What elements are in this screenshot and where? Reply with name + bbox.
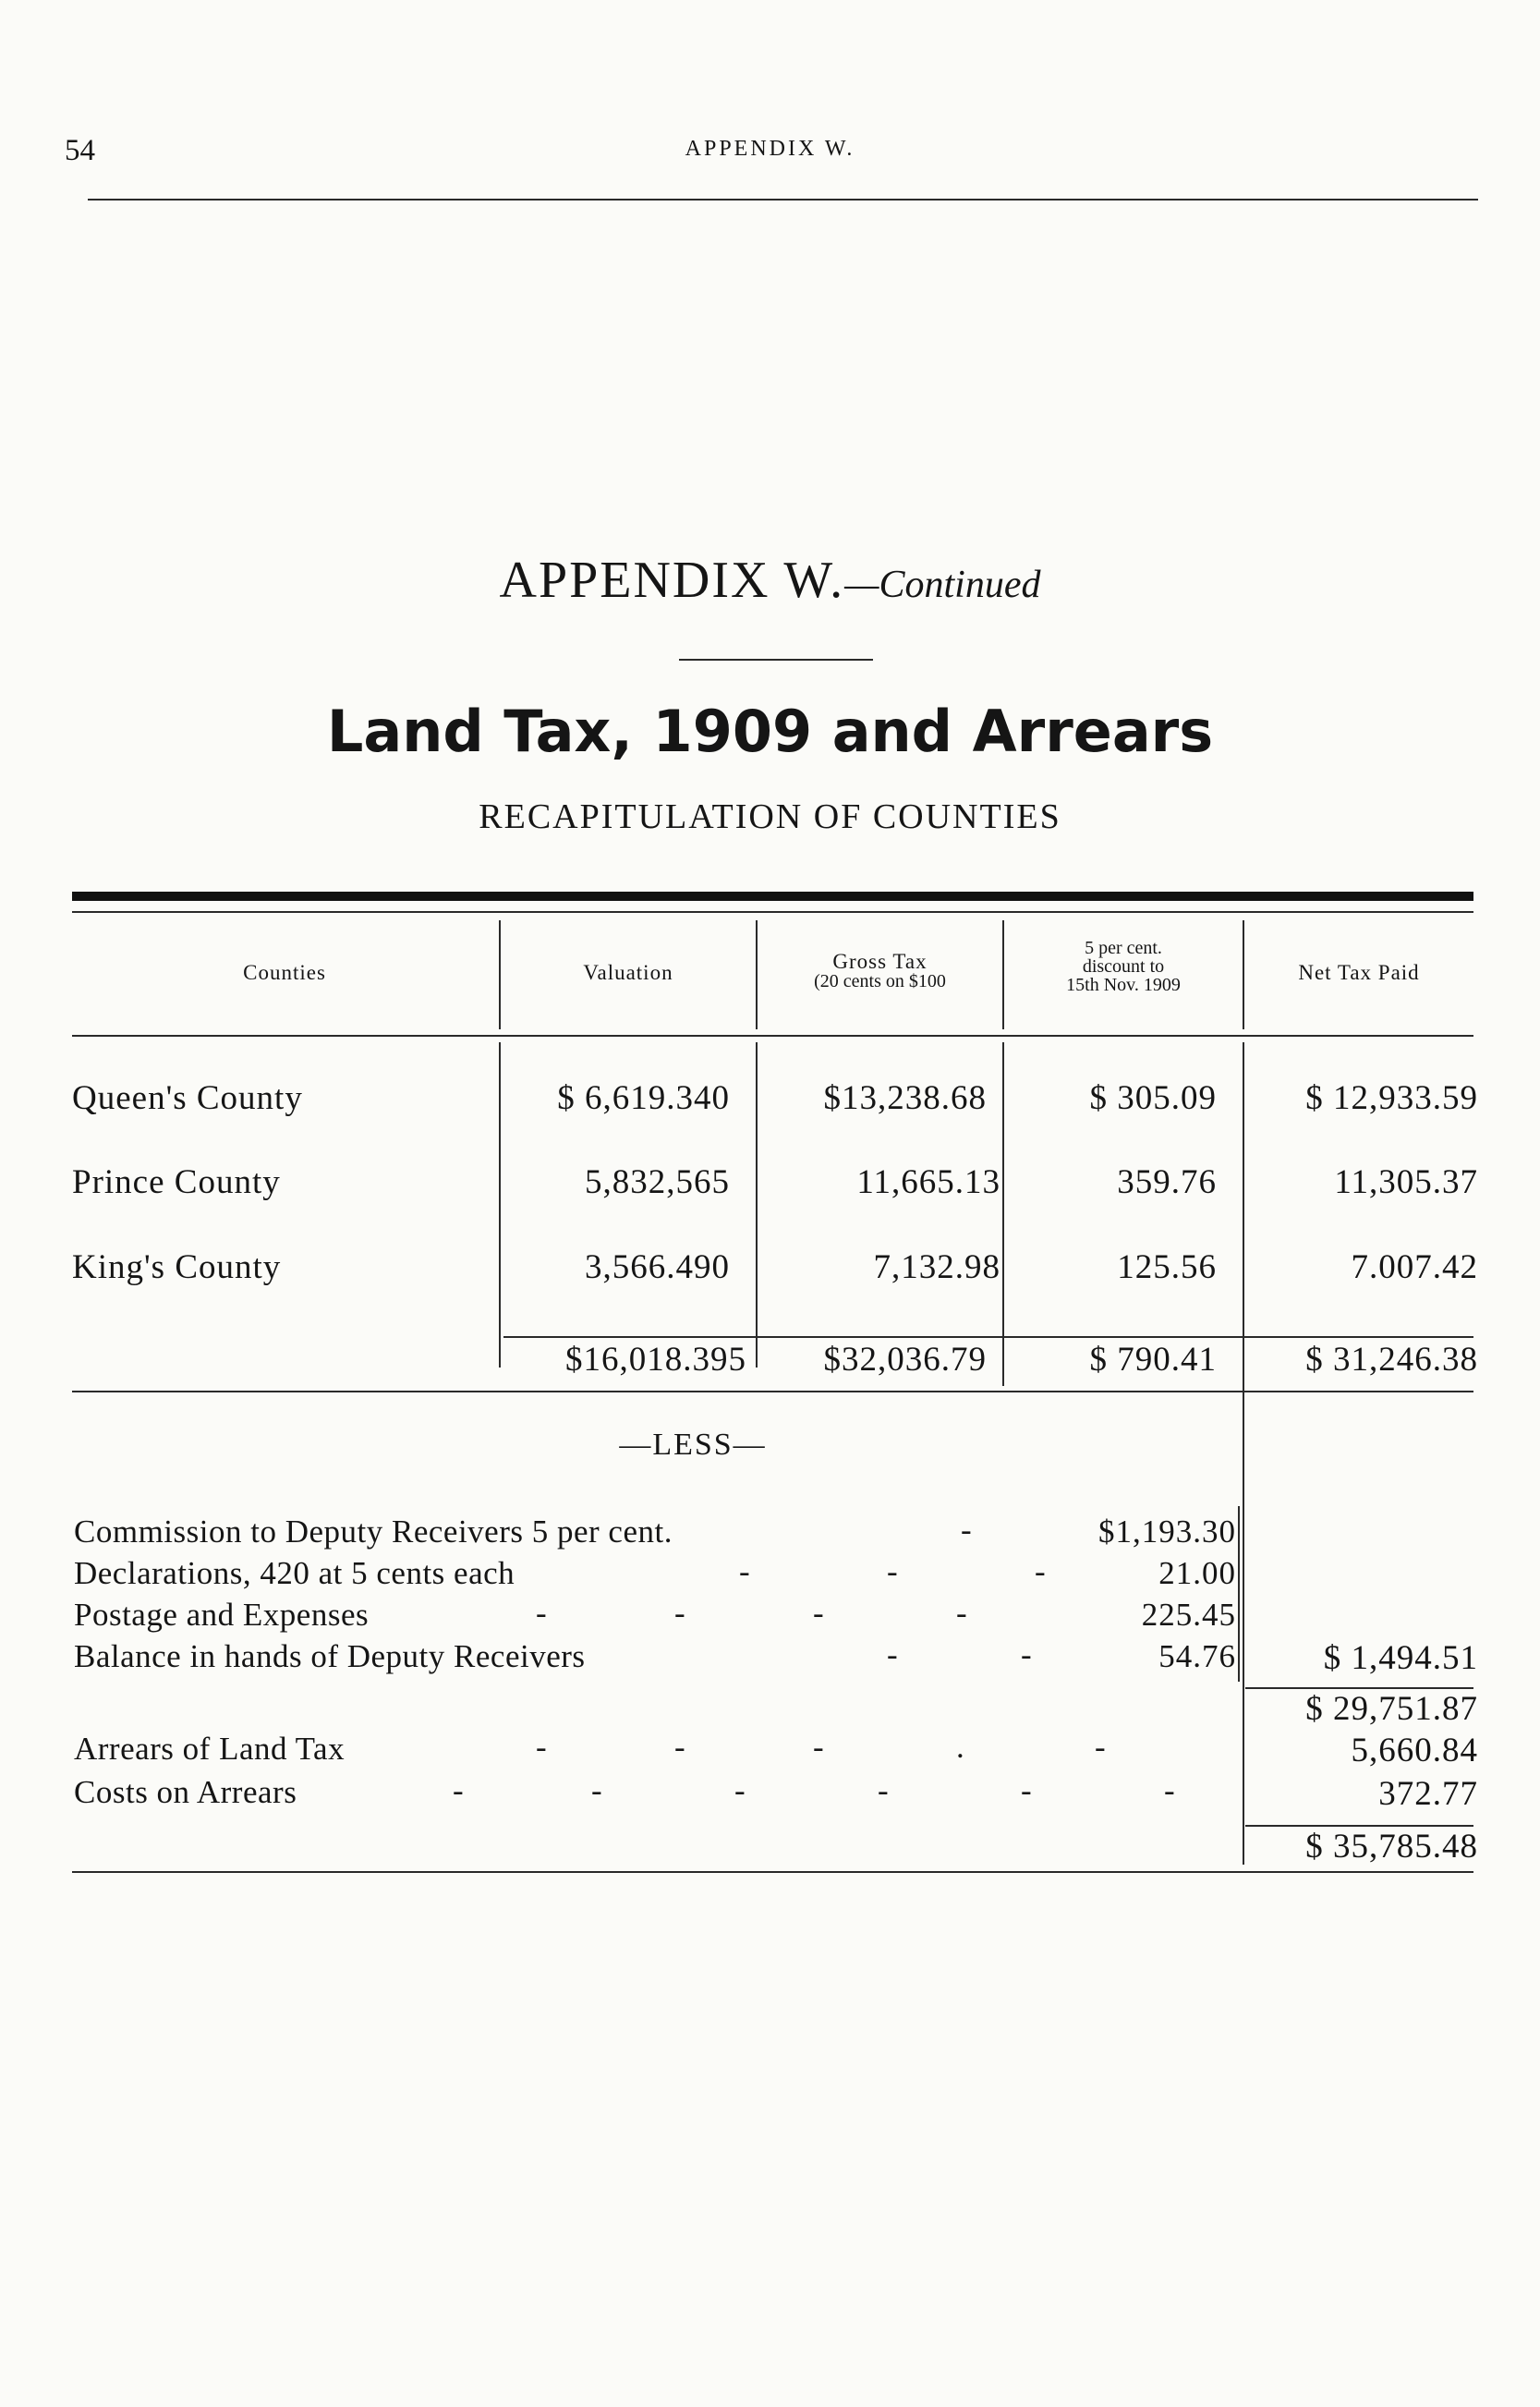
net-tax-cell: $ 12,933.59 bbox=[1305, 1079, 1478, 1117]
county-name: Prince County bbox=[72, 1163, 281, 1201]
county-name: Queen's County bbox=[72, 1079, 303, 1117]
total-valuation: $16,018.395 bbox=[565, 1341, 746, 1379]
leader-dash: - bbox=[674, 1595, 685, 1631]
page-title: Land Tax, 1909 and Arrears bbox=[326, 698, 1214, 765]
less-total: $ 1,494.51 bbox=[1323, 1639, 1478, 1677]
arrears-amount: 5,660.84 bbox=[1351, 1732, 1478, 1769]
table-bottom-rule bbox=[72, 1391, 1473, 1392]
header-discount-line2: discount to bbox=[1082, 956, 1165, 977]
header-discount-line1: 5 per cent. bbox=[1085, 938, 1162, 958]
leader-dash: - bbox=[887, 1636, 898, 1672]
leader-dash: - bbox=[1164, 1772, 1175, 1808]
arrears-label: Arrears of Land Tax bbox=[74, 1731, 346, 1767]
leader-dash: - bbox=[739, 1553, 750, 1589]
leader-dash: - bbox=[878, 1772, 889, 1808]
leader-dash: - bbox=[453, 1772, 464, 1808]
net-tax-cell: 11,305.37 bbox=[1334, 1163, 1478, 1201]
costs-label: Costs on Arrears bbox=[74, 1774, 297, 1810]
valuation-cell: $ 6,619.340 bbox=[557, 1079, 730, 1117]
leader-dash: - bbox=[1021, 1636, 1032, 1672]
bottom-rule bbox=[72, 1871, 1473, 1873]
header-gross-line1: Gross Tax bbox=[832, 950, 928, 973]
header-gross-line2: (20 cents on $100 bbox=[814, 971, 946, 991]
leader-dash: - bbox=[887, 1553, 898, 1589]
total-gross-tax: $32,036.79 bbox=[823, 1341, 987, 1379]
page-subtitle: RECAPITULATION OF COUNTIES bbox=[479, 797, 1061, 836]
header-discount-line3: 15th Nov. 1909 bbox=[1066, 975, 1181, 995]
leader-dash: - bbox=[536, 1729, 547, 1765]
leader-dash: - bbox=[956, 1595, 967, 1631]
header-gross-tax bbox=[758, 952, 1002, 991]
column-separator bbox=[1243, 1042, 1244, 1865]
running-header: APPENDIX W. bbox=[685, 137, 855, 161]
leader-dash: - bbox=[591, 1772, 602, 1808]
page-number: 54 bbox=[65, 134, 95, 167]
header-net-tax: Net Tax Paid bbox=[1298, 961, 1420, 984]
title-divider bbox=[679, 659, 873, 661]
column-separator bbox=[499, 1042, 501, 1368]
less-heading: —LESS— bbox=[619, 1428, 767, 1462]
leader-dash: - bbox=[1021, 1772, 1032, 1808]
discount-cell: 359.76 bbox=[1117, 1163, 1217, 1201]
less-item-amount: 21.00 bbox=[1158, 1555, 1236, 1591]
leader-dash: . bbox=[956, 1729, 964, 1765]
column-separator bbox=[1002, 1042, 1004, 1386]
column-separator bbox=[756, 1042, 758, 1368]
gross-tax-cell: 7,132.98 bbox=[873, 1248, 1000, 1286]
valuation-cell: 3,566.490 bbox=[585, 1248, 730, 1286]
less-item-label: Commission to Deputy Receivers 5 per cent. bbox=[74, 1513, 673, 1550]
leader-dash: - bbox=[536, 1595, 547, 1631]
less-item-amount: 54.76 bbox=[1158, 1638, 1236, 1674]
header-rule bbox=[88, 199, 1478, 201]
costs-amount: 372.77 bbox=[1378, 1775, 1478, 1813]
total-discount: $ 790.41 bbox=[1089, 1341, 1217, 1379]
gross-tax-cell: 11,665.13 bbox=[856, 1163, 1000, 1201]
header-discount bbox=[1004, 939, 1243, 994]
leader-dash: - bbox=[674, 1729, 685, 1765]
grand-total: $ 35,785.48 bbox=[1305, 1828, 1478, 1866]
leader-dash: - bbox=[813, 1595, 824, 1631]
table-top-thin-rule bbox=[72, 911, 1473, 913]
less-item-label: Balance in hands of Deputy Receivers bbox=[74, 1638, 586, 1674]
less-item-amount: 225.45 bbox=[1141, 1597, 1236, 1633]
gross-tax-cell: $13,238.68 bbox=[823, 1079, 987, 1117]
subtotal: $ 29,751.87 bbox=[1305, 1690, 1478, 1728]
leader-dash: - bbox=[1095, 1729, 1106, 1765]
appendix-label: APPENDIX W. bbox=[499, 552, 845, 609]
totals-rule bbox=[503, 1336, 1473, 1338]
leader-dash: - bbox=[813, 1729, 824, 1765]
leader-dash: - bbox=[734, 1772, 746, 1808]
less-item-amount: $1,193.30 bbox=[1098, 1513, 1236, 1550]
discount-cell: 125.56 bbox=[1117, 1248, 1217, 1286]
discount-cell: $ 305.09 bbox=[1089, 1079, 1217, 1117]
table-top-rule bbox=[72, 892, 1473, 901]
leader-dash: - bbox=[961, 1512, 972, 1548]
header-bottom-rule bbox=[72, 1035, 1473, 1037]
total-net-tax: $ 31,246.38 bbox=[1305, 1341, 1478, 1379]
valuation-cell: 5,832,565 bbox=[585, 1163, 730, 1201]
continued-label: —Continued bbox=[844, 564, 1041, 606]
less-item-label: Postage and Expenses bbox=[74, 1597, 370, 1633]
header-valuation: Valuation bbox=[583, 961, 673, 984]
header-counties: Counties bbox=[243, 961, 326, 984]
net-tax-cell: 7.007.42 bbox=[1351, 1248, 1478, 1286]
appendix-title bbox=[0, 551, 1540, 610]
less-item-label: Declarations, 420 at 5 cents each bbox=[74, 1555, 515, 1591]
leader-dash: - bbox=[1035, 1553, 1046, 1589]
county-name: King's County bbox=[72, 1248, 282, 1286]
amount-column-rule bbox=[1238, 1506, 1240, 1682]
